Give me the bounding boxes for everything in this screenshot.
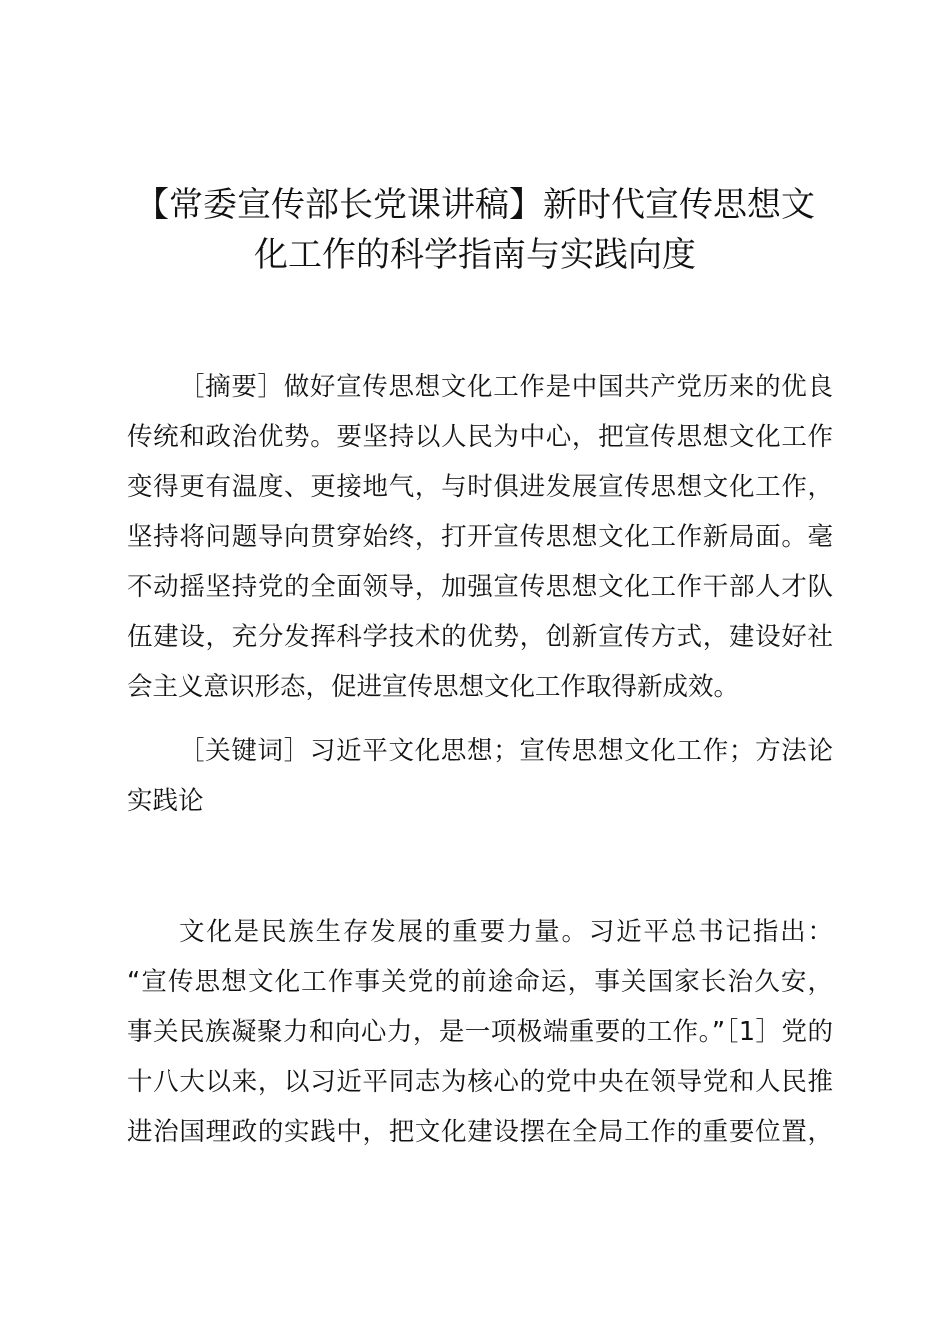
abstract-line: 伍建设，充分发挥科学技术的优势，创新宣传方式，建设好社 — [127, 622, 833, 652]
abstract-line: 变得更有温度、更接地气，与时俱进发展宣传思想文化工作， — [127, 472, 833, 502]
abstract-line: 坚持将问题导向贯穿始终，打开宣传思想文化工作新局面。毫 — [127, 522, 833, 552]
intro-line: 文化是民族生存发展的重要力量。习近平总书记指出： — [179, 917, 833, 947]
keywords-line: ［关键词］习近平文化思想；宣传思想文化工作；方法论 — [179, 736, 833, 766]
abstract-line: 会主义意识形态，促进宣传思想文化工作取得新成效。 — [127, 672, 740, 702]
intro-line: 事关民族凝聚力和向心力，是一项极端重要的工作。”［1］党的 — [127, 1017, 833, 1047]
intro-line: 十八大以来，以习近平同志为核心的党中央在领导党和人民推 — [127, 1067, 833, 1097]
document-title — [110, 180, 840, 280]
abstract-line: ［摘要］做好宣传思想文化工作是中国共产党历来的优良 — [179, 372, 833, 402]
abstract-line: 不动摇坚持党的全面领导，加强宣传思想文化工作干部人才队 — [127, 572, 833, 602]
intro-paragraph — [127, 907, 833, 1157]
title-line: 【常委宣传部长党课讲稿】新时代宣传思想文 — [135, 185, 815, 225]
intro-line: 进治国理政的实践中，把文化建设摆在全局工作的重要位置， — [127, 1117, 833, 1147]
keywords-line: 实践论 — [127, 786, 204, 816]
intro-line: “宣传思想文化工作事关党的前途命运，事关国家长治久安， — [127, 967, 833, 997]
abstract-line: 传统和政治优势。要坚持以人民为中心，把宣传思想文化工作 — [127, 422, 833, 452]
title-line: 化工作的科学指南与实践向度 — [254, 235, 696, 275]
keywords-paragraph — [127, 726, 833, 826]
abstract-paragraph — [127, 362, 833, 712]
